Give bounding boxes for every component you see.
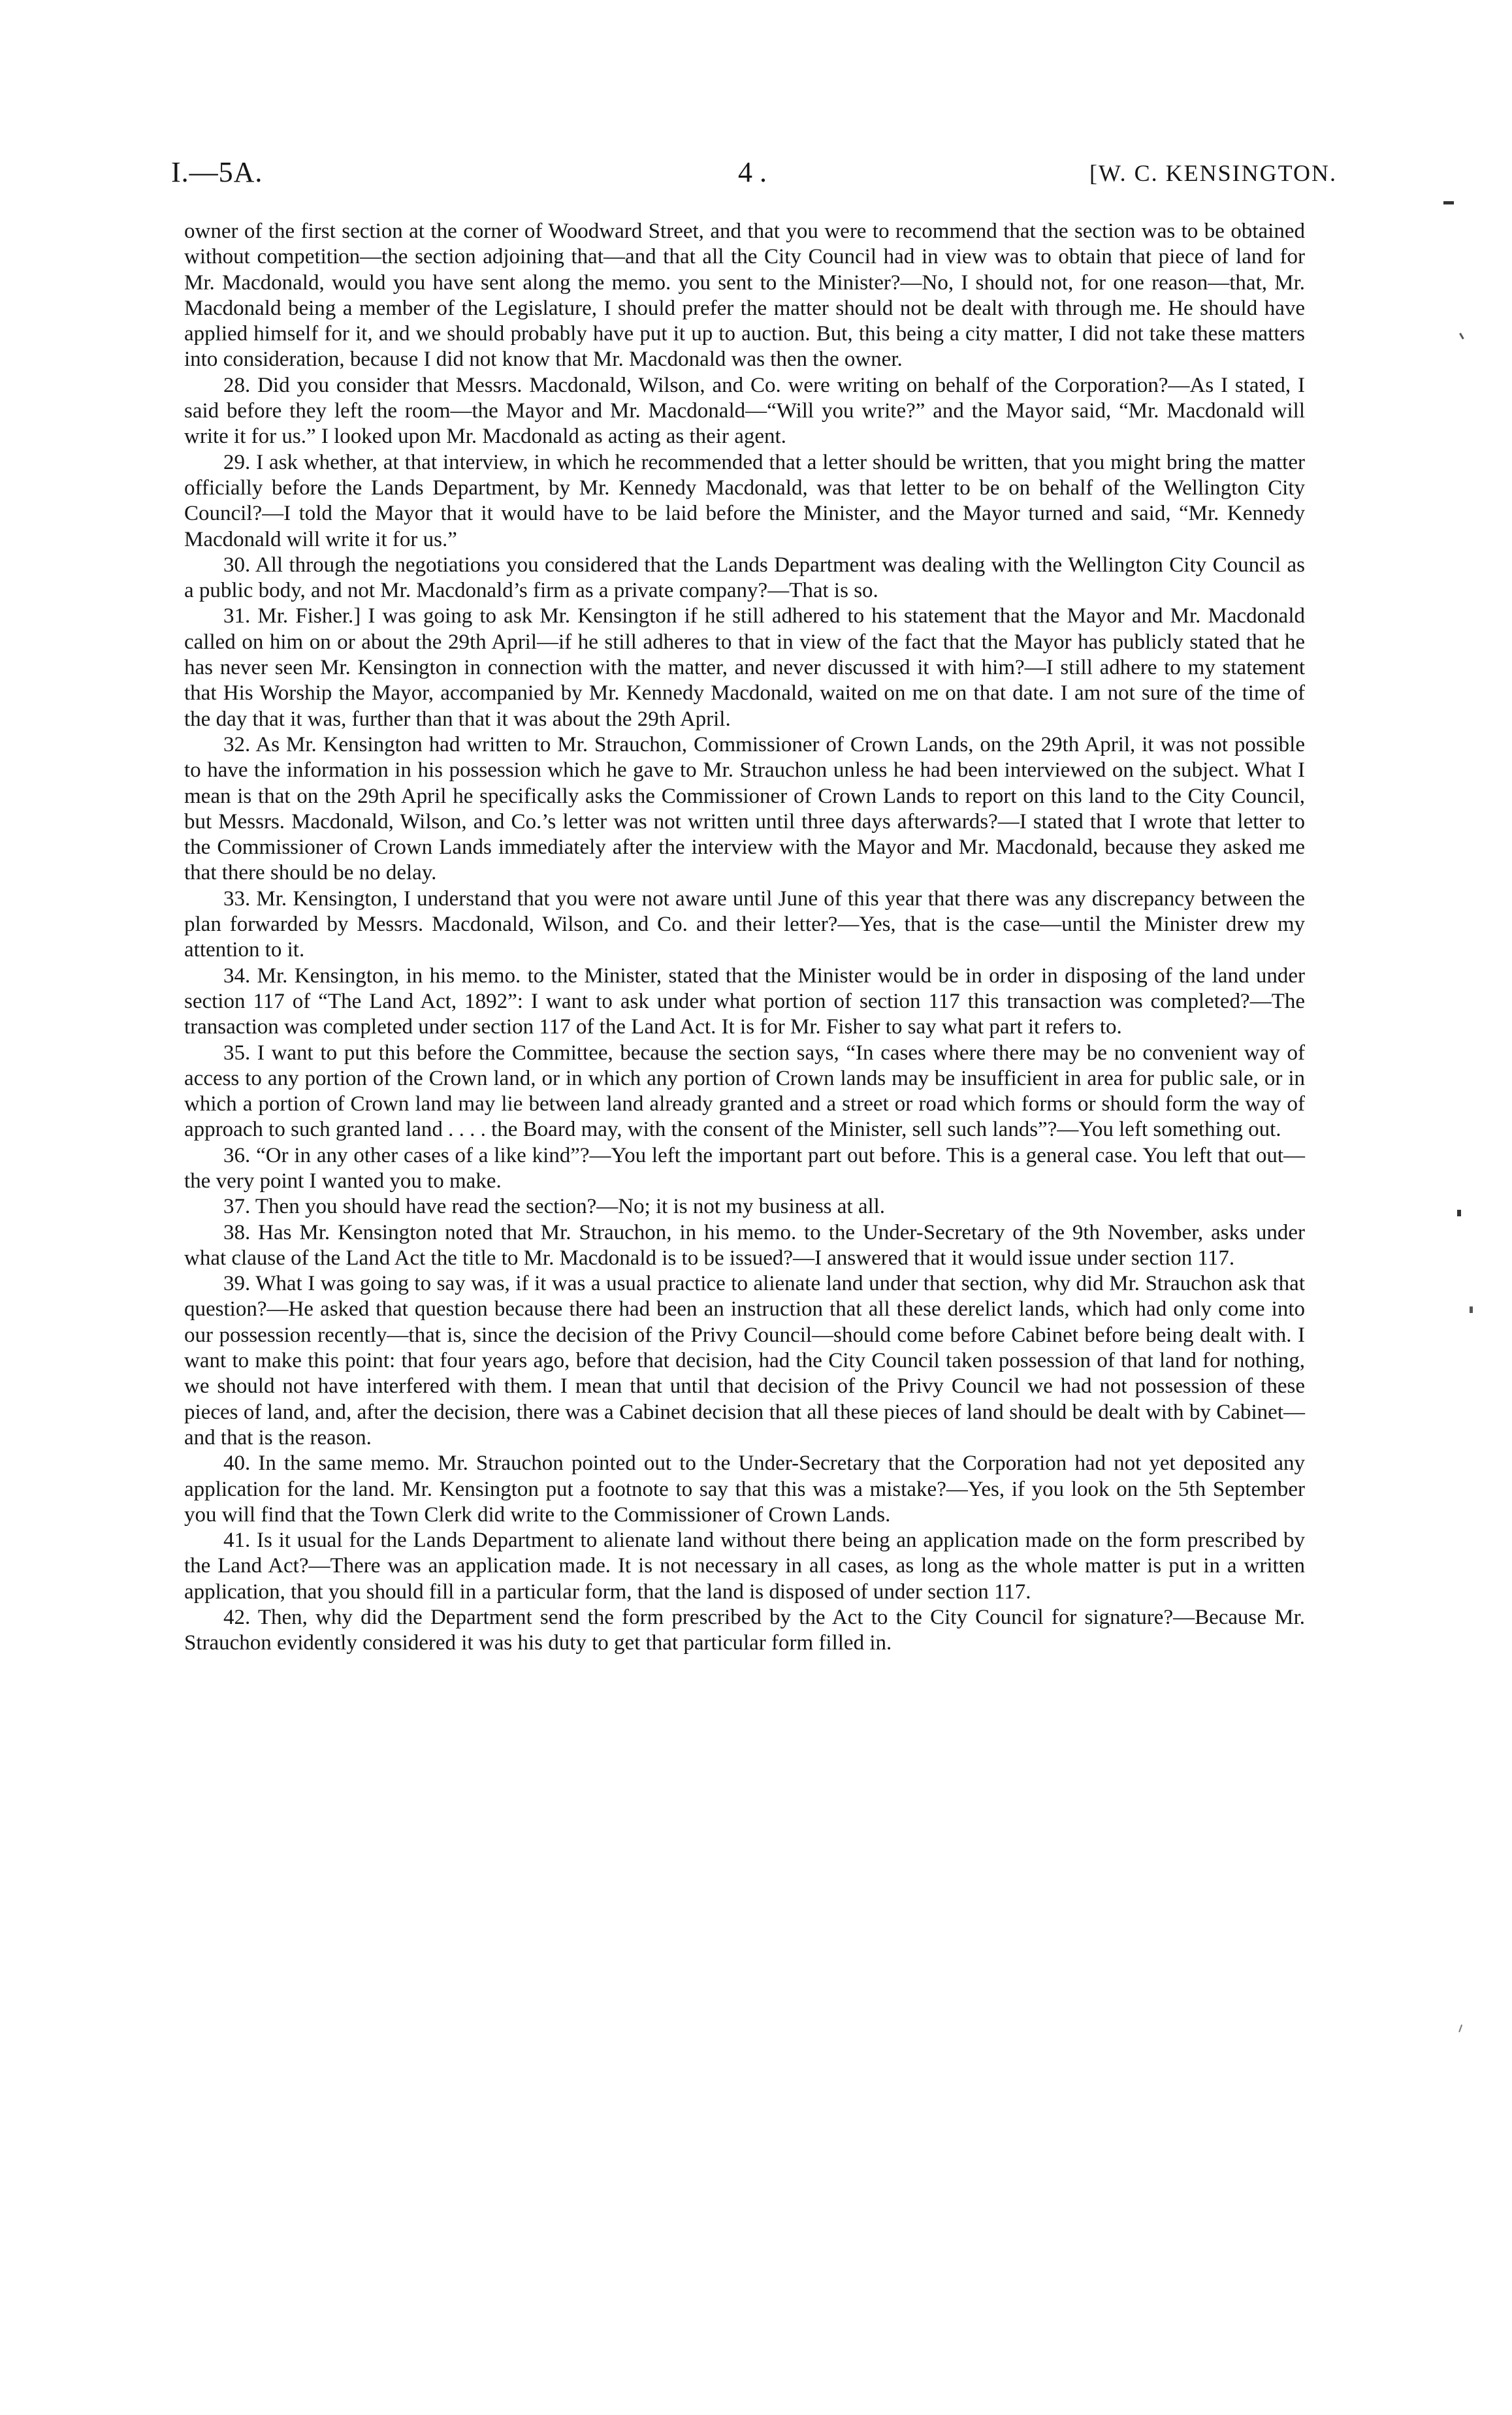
margin-mark bbox=[1443, 201, 1454, 204]
question-41: 41. Is it usual for the Lands Department to alienate land without there being an application made on the form prescribed by the Land Act?—There was an application made. It is not necessary in all cases, as long as the whole matter is put in a written application, that you should fill in a particular form, that the land is disposed of under section 117. bbox=[184, 1529, 1305, 1604]
question-28: 28. Did you consider that Messrs. Macdonald, Wilson, and Co. were writing on behalf of the Corporation?—As I stated, I said before they left the room—the Mayor and Mr. Macdonald—“Will you write?” and the Mayor said, “Mr. Macdonald will write it for us.” I looked upon Mr. Macdonald as acting as their agent. bbox=[184, 373, 1305, 449]
margin-mark bbox=[1470, 1306, 1473, 1313]
question-33: 33. Mr. Kensington, I understand that you were not aware until June of this year that there was any discrepancy between the plan forwarded by Messrs. Macdonald, Wilson, and Co. and their letter?—Yes, that is the case—until the Minister drew my attention to it. bbox=[184, 886, 1305, 962]
witness-name: [W. C. KENSINGTON. bbox=[1089, 160, 1337, 186]
question-34: 34. Mr. Kensington, in his memo. to the Minister, stated that the Minister would be in order in disposing of the land under section 117 of “The Land Act, 1892”: I want to ask under what portion of section 117 this transaction was completed?—The transaction was completed under section 117 of the Land Act. It is for Mr. Fisher to say what part it refers to. bbox=[184, 964, 1305, 1039]
paper-reference: I.—5A. bbox=[171, 156, 263, 188]
question-31: 31. Mr. Fisher.] I was going to ask Mr. Kensington if he still adhered to his statement that the Mayor and Mr. Macdonald called on him on or about the 29th April—if he still adheres to that in view of the fact that the Mayor has publicly stated that he has never seen Mr. Kensington in connection with the matter, and never discussed it with him?—I still adhere to my statement that His Worship the Mayor, accompanied by Mr. Kennedy Macdonald, waited on me on that date. I am not sure of the time of the day that it was, further than that it was about the 29th April. bbox=[184, 604, 1305, 731]
question-32: 32. As Mr. Kensington had written to Mr. Strauchon, Commissioner of Crown Lands, on the 29th April, it was not possible to have the information in his possession which he gave to Mr. Strauchon unless he had been interviewed on the subject. What I mean is that on the 29th April he specifically asks the Commissioner of Crown Lands to report on this land to the City Council, but Messrs. Macdonald, Wilson, and Co.’s letter was not written until three days afterwards?—I stated that I wrote that letter to the Commissioner of Crown Lands immediately after the interview with the Mayor and Mr. Macdonald, because they asked me that there should be no delay. bbox=[184, 732, 1305, 885]
page-header bbox=[171, 155, 1337, 201]
margin-mark bbox=[1457, 1210, 1461, 1216]
question-39: 39. What I was going to say was, if it was a usual practice to alienate land under that section, why did Mr. Strauchon ask that question?—He asked that question because there had been an instruction that all these derelict lands, which had only come into our possession recently—that is, since the decision of the Privy Council—should come before Cabinet before being dealt with. I want to make this point: that four years ago, before that decision, had the City Council taken possession of that land for nothing, we should not have interfered with them. I mean that until that decision of the Privy Council we had not possession of these pieces of land, and, after the decision, there was a Cabinet decision that all these pieces of land should be dealt with by Cabinet—and that is the reason. bbox=[184, 1272, 1305, 1450]
question-30: 30. All through the negotiations you considered that the Lands Department was dealing with the Wellington City Council as a public body, and not Mr. Macdonald’s firm as a private company?—That is so. bbox=[184, 553, 1305, 603]
question-29: 29. I ask whether, at that interview, in which he recommended that a letter should be written, that you might bring the matter officially before the Lands Department, by Mr. Kennedy Macdonald, was that letter to be on behalf of the Wellington City Council?—I told the Mayor that it would have to be laid before the Minister, and the Mayor turned and said, “Mr. Kennedy Macdonald will write it for us.” bbox=[184, 450, 1305, 551]
question-37: 37. Then you should have read the section?—No; it is not my business at all. bbox=[223, 1195, 886, 1219]
question-35: 35. I want to put this before the Committee, because the section says, “In cases where there may be no convenient way of access to any portion of the Crown land, or in which any portion of Crown lands may be insufficient in area for public sale, or in which a portion of Crown land may lie between land already granted and a street or road which forms or should form the way of approach to such granted land . . . . the Board may, with the consent of the Minister, sell such lands”?—You left something out. bbox=[184, 1041, 1305, 1142]
question-40: 40. In the same memo. Mr. Strauchon pointed out to the Under-Secretary that the Corporation had not yet deposited any application for the land. Mr. Kensington put a footnote to say that this was a mistake?—Yes, if you look on the 5th September you will find that the Town Clerk did write to the Commissioner of Crown Lands. bbox=[184, 1451, 1305, 1527]
question-36: 36. “Or in any other cases of a like kind”?—You left the important part out before. This is a general case. You left that out—the very point I wanted you to make. bbox=[184, 1143, 1305, 1193]
margin-mark bbox=[1458, 2024, 1466, 2034]
question-42: 42. Then, why did the Department send the form prescribed by the Act to the City Council for signature?—Because Mr. Strauchon evidently considered it was his duty to get that particular form filled in. bbox=[184, 1606, 1305, 1655]
paragraph-continued: owner of the first section at the corner of Woodward Street, and that you were to recommend that the section was to be obtained without competition—the section adjoining that—and that all the City Council had in view was to obtain that piece of land for Mr. Macdonald, would you have sent along the memo. you sent to the Minister?—No, I should not, for one reason—that, Mr. Macdonald being a member of the Legislature, I should prefer the matter should not be dealt with through me. He should have applied himself for it, and we should probably have put it up to auction. But, this being a city matter, I did not take these matters into consideration, because I did not know that Mr. Macdonald was then the owner. bbox=[184, 219, 1305, 372]
margin-mark bbox=[1459, 331, 1468, 339]
question-38: 38. Has Mr. Kensington noted that Mr. Strauchon, in his memo. to the Under-Secretary of the 9th November, asks under what clause of the Land Act the title to Mr. Macdonald is to be issued?—I answered that it would issue under section 117. bbox=[184, 1220, 1305, 1270]
page-number: 4 . bbox=[738, 156, 767, 188]
transcript-body bbox=[184, 219, 1305, 1657]
